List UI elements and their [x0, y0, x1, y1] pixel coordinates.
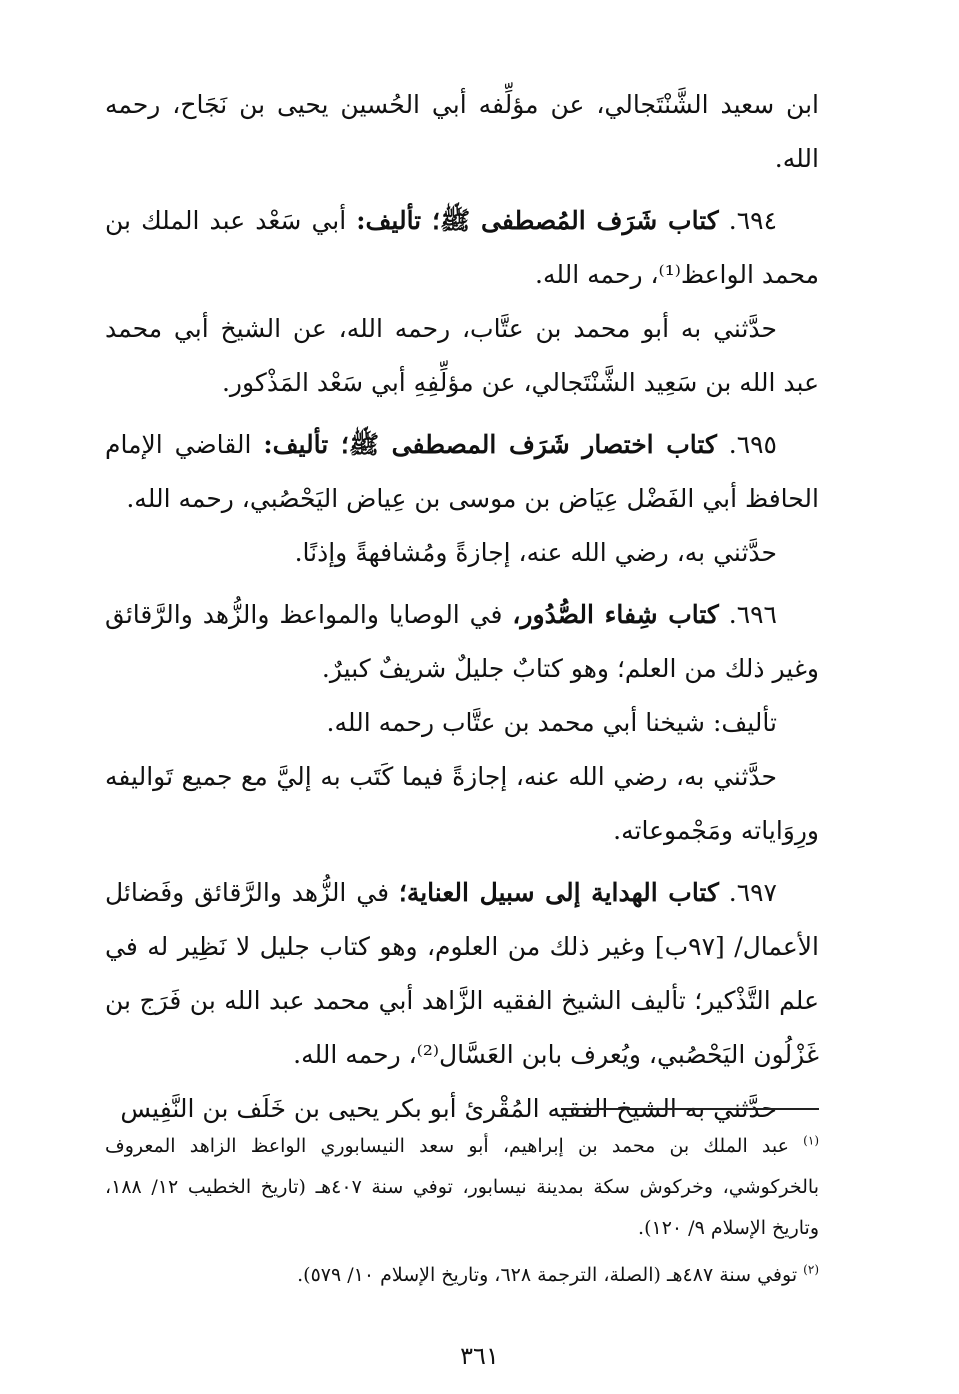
paragraph-5-text: حدَّثني به، رضي الله عنه، إجازةً ومُشافهةً وإذنًا.: [294, 538, 777, 567]
entry-697-number: ٦٩٧.: [728, 878, 777, 907]
entry-697-title: كتاب الهداية إلى سبيل العناية؛: [398, 878, 719, 907]
entry-695-title: كتاب اختصار شَرَف المصطفى ﷺ؛ تأليف:: [263, 430, 717, 459]
footnote-1: [105, 1126, 819, 1249]
footnotes: [105, 1126, 819, 1296]
page-number: ٣٦١: [460, 1342, 499, 1370]
paragraph-8-text: حدَّثني به، رضي الله عنه، إجازةً فيما كَتَب به إليَّ مع جميع تَواليفه ورِوَاياته ومَجْموعاته.: [105, 762, 819, 845]
main-text: [105, 78, 819, 1136]
footnote-2: [105, 1255, 819, 1296]
footnote-1-text: عبد الملك بن محمد بن إبراهيم، أبو سعد النيسابوري الواعظ الزاهد المعروف بالخركوشي، وخركوش سكة بمدينة نيسابور، توفي سنة ٤٠٧هـ (تاريخ الخطيب ١٢/ ١٨٨، وتاريخ الإسلام ٩/ ١٢٠).: [105, 1135, 819, 1239]
paragraph-5: [105, 526, 819, 580]
paragraph-3-text: حدَّثني به أبو محمد بن عتَّاب، رحمه الله، عن الشيخ أبي محمد عبد الله بن سَعِيد الشَّنْتَجالي، عن مؤلِّفِهِ أبي سَعْد المَذْكور.: [105, 314, 819, 397]
entry-696-text: في الوصايا والمواعظ والزُّهد والرَّقائق وغير ذلك من العلم؛ وهو كتابٌ جليلٌ شريفٌ كبيرٌ.: [105, 600, 819, 683]
entry-694-title: كتاب شَرَف المُصطفى ﷺ؛ تأليف:: [356, 206, 719, 235]
entry-696-title: كتاب شِفاء الصُّدُور،: [512, 600, 719, 629]
entry-694: [105, 194, 819, 302]
paragraph-1: [105, 78, 819, 186]
paragraph-7-text: تأليف: شيخنا أبي محمد بن عتَّاب رحمه الله.: [326, 708, 777, 737]
entry-695: [105, 418, 819, 526]
entry-694-number: ٦٩٤.: [728, 206, 778, 235]
paragraph-1-text: ابن سعيد الشَّنْتَجالي، عن مؤلِّفه أبي الحُسين يحيى بن نَجَاح، رحمه الله.: [105, 90, 819, 173]
footnote-2-mark: (٢): [803, 1262, 819, 1277]
entry-696-number: ٦٩٦.: [728, 600, 777, 629]
paragraph-8: [105, 750, 819, 858]
entry-694-text: أبي سَعْد عبد الملك بن محمد الواعظ⁽¹⁾، رحمه الله.: [105, 206, 819, 289]
footnote-2-text: توفي سنة ٤٨٧هـ (الصلة، الترجمة ٦٢٨، وتاريخ الإسلام ١٠/ ٥٧٩).: [297, 1264, 798, 1286]
footnote-separator: [561, 1108, 819, 1110]
footnote-1-mark: (١): [803, 1133, 819, 1148]
paragraph-7: [105, 696, 819, 750]
paragraph-10-text: حدَّثني به الشيخ الفقيه المُقْرئ أبو بكر يحيى بن خَلَف بن النَّفِيس: [120, 1094, 777, 1123]
entry-697-text: في الزُّهد والرَّقائق وفَضائل الأعمال/ [٩٧ب] وغير ذلك من العلوم، وهو كتاب جليل لا نَظِير له في علم التَّذْكير؛ تأليف الشيخ الفقيه الزَّاهد أبي محمد عبد الله بن فَرَج بن غَزْلُون اليَحْصُبي، ويُعرف بابن العَسَّال⁽²⁾، رحمه الله.: [105, 878, 819, 1069]
entry-695-text: القاضي الإمام الحافظ أبي الفَضْل عِيَاض بن موسى بن عِياض اليَحْصُبي، رحمه الله.: [105, 430, 819, 513]
entry-697: [105, 866, 819, 1082]
entry-696: [105, 588, 819, 696]
entry-695-number: ٦٩٥.: [728, 430, 777, 459]
paragraph-3: [105, 302, 819, 410]
